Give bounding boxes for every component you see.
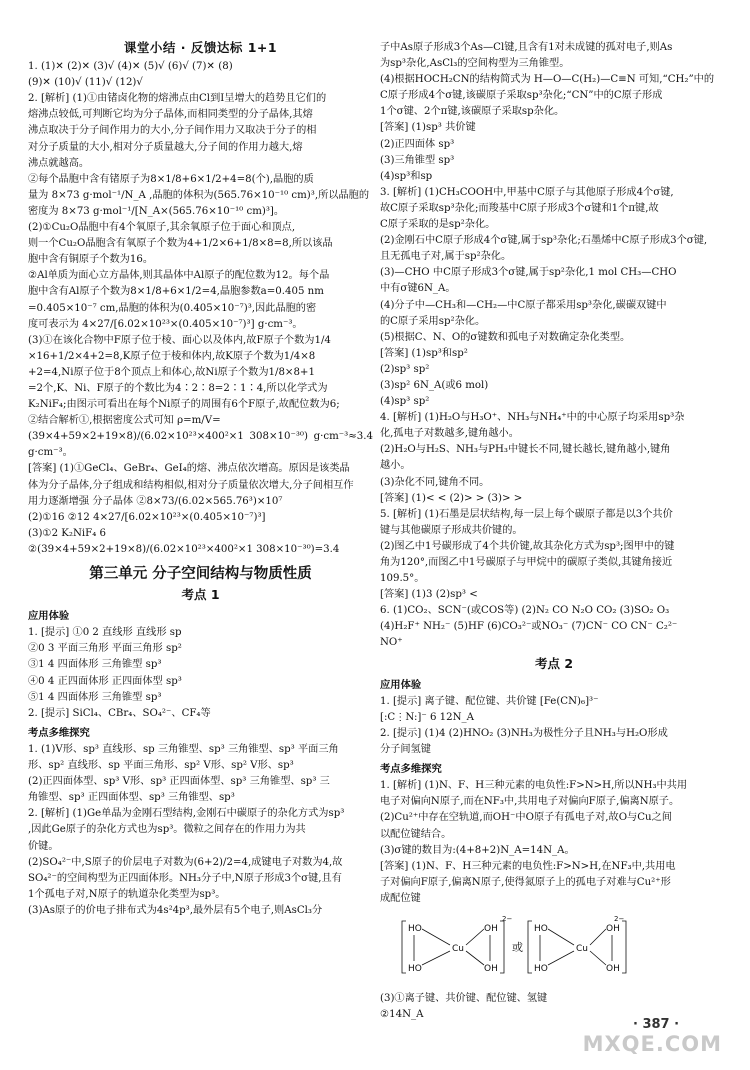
or-connector: 或 bbox=[512, 940, 523, 954]
text-line: 子对偏向F原子,偏离N原子,使得氮原子上的孤电子对难与Cu²⁺形 bbox=[380, 876, 671, 888]
ligand-ho-1: HO bbox=[408, 923, 422, 934]
text-line: 4. [解析] (1)H₂O与H₃O⁺、NH₃与NH₄⁺中的中心原子均采用sp³杂 bbox=[380, 412, 685, 424]
text-line: (3)①在该化合物中F原子位于棱、面心以及体内,故F原子个数为1/4 bbox=[28, 334, 331, 346]
ligand-ho-3: HO bbox=[534, 923, 548, 934]
ligand-ho-2: HO bbox=[408, 963, 422, 974]
text-line: (3)三角锥型 sp³ bbox=[380, 154, 455, 166]
text-line: 109.5°。 bbox=[380, 573, 425, 585]
text-line: (3)sp² 6N_A(或6 mol) bbox=[380, 379, 489, 391]
explore-block bbox=[28, 742, 373, 919]
apply-block-2 bbox=[380, 694, 728, 758]
text-line: 体为分子晶体,分子组成和结构相似,相对分子质量依次增大,分子间相互作 bbox=[28, 479, 354, 491]
text-line: 密度为 8×73 g·mol⁻¹/[N_A×(565.76×10⁻¹⁰ cm)³]。 bbox=[28, 205, 285, 217]
text-line: (4)sp³ sp² bbox=[380, 396, 430, 408]
text-line: SO₄²⁻的空间构型为正四面体形。NH₃分子中,N原子形成3个σ键,且有 bbox=[28, 872, 342, 884]
copper-complex-diagram bbox=[400, 915, 630, 979]
text-line: ④0 4 正四面体形 正四面体型 sp³ bbox=[28, 675, 182, 687]
right-top-block bbox=[380, 40, 728, 652]
watermark-text: MXQE.COM bbox=[582, 1032, 722, 1056]
text-line: 沸点取决于分子间作用力的大小,分子间作用力又取决于分子的相 bbox=[28, 125, 317, 137]
text-line: ③1 4 四面体形 三角锥型 sp³ bbox=[28, 659, 162, 671]
text-line: (2)①16 ②12 4×27/[6.02×10²³×(0.405×10⁻⁷)³] bbox=[28, 511, 266, 523]
text-line: 1. (1)✕ (2)✕ (3)√ (4)✕ (5)√ (6)√ (7)✕ (8) bbox=[28, 61, 233, 73]
text-line: (39×4+59×2+19×8)/(6.02×10²³×400²×1 308×10⁻³⁰) g·cm⁻³≈3.4 g·cm⁻³。 bbox=[28, 431, 373, 459]
text-line: 成配位键 bbox=[380, 892, 421, 904]
text-line: ②结合解析①,根据密度公式可知 ρ=m/V= bbox=[28, 415, 221, 427]
text-line: [答案] (1)< < (2)> > (3)> > bbox=[380, 492, 523, 504]
text-line: 5. [解析] (1)石墨是层状结构,每一层上每个碳原子都是以3个共价 bbox=[380, 508, 673, 520]
left-column bbox=[28, 40, 373, 919]
explore-heading-2: 考点多维探究 bbox=[380, 763, 442, 776]
text-line: [答案] (1)sp³ 共价键 bbox=[380, 122, 476, 134]
text-line: 1个σ键、2个π键,该碳原子采取sp杂化。 bbox=[380, 106, 565, 118]
text-line: 键与其他碳原子形成共价键的。 bbox=[380, 524, 523, 536]
text-line: (2)H₂O与H₂S、NH₃与PH₃中键长不同,键长越长,键角越小,键角 bbox=[380, 444, 671, 456]
explore-block-2 bbox=[380, 778, 728, 907]
text-line: 熔沸点较低,可判断它均为分子晶体,而相同类型的分子晶体,其熔 bbox=[28, 109, 313, 121]
text-line: 越小。 bbox=[380, 460, 411, 472]
text-line: =2个,K、Ni、F原子的个数比为4∶2∶8=2∶1∶4,所以化学式为 bbox=[28, 382, 328, 394]
text-line: 度可表示为 4×27/[6.02×10²³×(0.405×10⁻⁷)³] g·cm⁻³。 bbox=[28, 318, 303, 330]
text-line: C原子采取的是sp²杂化。 bbox=[380, 219, 496, 231]
text-line: (3)σ键的数目为:(4+8+2)N_A=14N_A。 bbox=[380, 844, 575, 856]
text-line: 胞中含有铜原子个数为16。 bbox=[28, 254, 154, 266]
text-line: (3)①2 K₂NiF₄ 6 bbox=[28, 527, 107, 539]
text-line: ②(39×4+59×2+19×8)/(6.02×10²³×400²×1 308×10⁻³⁰)=3.4 bbox=[28, 543, 340, 555]
text-line: (2)①Cu₂O晶胞中有4个氧原子,其余氧原子位于面心和顶点, bbox=[28, 222, 296, 234]
text-line: (2)金刚石中C原子形成4个σ键,属于sp³杂化;石墨烯中C原子形成3个σ键, bbox=[380, 235, 708, 247]
text-line: 则一个Cu₂O晶胞含有氧原子个数为4+1/2×6+1/8×8=8,所以该晶 bbox=[28, 238, 333, 250]
text-line: ②每个晶胞中含有锗原子为8×1/8+6×1/2+4=8(个),晶胞的质 bbox=[28, 173, 314, 185]
text-line: +2=4,Ni原子位于8个顶点上和体心,故Ni原子个数为1/8×8+1 bbox=[28, 366, 315, 378]
text-line: 价键。 bbox=[28, 840, 59, 852]
unit-title: 第三单元 分子空间结构与物质性质 bbox=[89, 566, 312, 582]
text-line: 6. (1)CO₂、SCN⁻(或COS等) (2)N₂ CO N₂O CO₂ (3)SO₂ O₃ bbox=[380, 605, 670, 617]
text-line: K₂NiF₄;由图示可看出在每个Ni原子的周围有6个F原子,故配位数为6; bbox=[28, 399, 340, 411]
text-line: (2)Cu²⁺中存在空轨道,而OH⁻中O原子有孤电子对,故O与Cu之间 bbox=[380, 812, 672, 824]
text-line: 2. [解析] (1)①由锗卤化物的熔沸点由Cl到I呈增大的趋势且它们的 bbox=[28, 93, 327, 105]
apply-block bbox=[28, 625, 373, 722]
kaodian-2-title: 考点 2 bbox=[534, 655, 574, 671]
ligand-ho-4: HO bbox=[534, 963, 548, 974]
apply-heading-2: 应用体验 bbox=[380, 678, 422, 691]
text-line: 2. [解析] (1)Ge单晶为金刚石型结构,金刚石中碳原子的杂化方式为sp³ bbox=[28, 808, 345, 820]
text-line: 1. (1)V形、sp³ 直线形、sp 三角锥型、sp³ 三角锥型、sp³ 平面三角 bbox=[28, 743, 339, 755]
text-line: =0.405×10⁻⁷ cm,晶胞的体积为(0.405×10⁻⁷)³,因此晶胞的密 bbox=[28, 302, 317, 314]
text-line: (3)杂化不同,键角不同。 bbox=[380, 476, 490, 488]
text-line: ,因此Ge原子的杂化方式也为sp³。微粒之间存在的作用力为共 bbox=[28, 824, 306, 836]
text-line: 2. [提示] SiCl₄、CBr₄、SO₄²⁻、CF₄等 bbox=[28, 707, 211, 719]
text-line: (3)—CHO 中C原子形成3个σ键,属于sp²杂化,1 mol CH₃—CHO bbox=[380, 267, 677, 279]
text-line: (4)分子中—CH₃和—CH₂—中C原子都采用sp³杂化,碳碳双键中 bbox=[380, 299, 667, 311]
text-line: 角锥型、sp³ 正四面体型、sp³ 三角锥型、sp³ bbox=[28, 792, 235, 804]
text-line: [:C⋮N:]⁻ 6 12N_A bbox=[380, 711, 475, 723]
charge-2: 2− bbox=[614, 914, 625, 923]
text-line: 1. [提示] 离子键、配位键、共价键 [Fe(CN)₆]³⁻ bbox=[380, 695, 599, 707]
text-line: 为sp³杂化,AsCl₃的空间构型为三角锥型。 bbox=[380, 58, 570, 70]
text-line: 子中As原子形成3个As—Cl键,且含有1对未成键的孤对电子,则As bbox=[380, 42, 673, 53]
explore-heading: 考点多维探究 bbox=[28, 726, 90, 739]
text-line: ②14N_A bbox=[380, 1009, 424, 1021]
text-line: ×16+1/2×4+2=8,K原子位于棱和体内,故K原子个数为1/4×8 bbox=[28, 350, 316, 362]
text-line: 中有σ键6N_A。 bbox=[380, 283, 456, 295]
text-line: 分子间氢键 bbox=[380, 744, 431, 756]
text-line: 且无孤电子对,属于sp²杂化。 bbox=[380, 251, 512, 263]
text-line: 对分子质量的大小,相对分子质量越大,分子间的作用力越大,熔 bbox=[28, 141, 303, 153]
text-line: (2)sp³ sp² bbox=[380, 363, 430, 375]
text-line: (9)✕ (10)√ (11)√ (12)√ bbox=[28, 77, 143, 89]
text-line: (2)图乙中1号碳形成了4个共价键,故其杂化方式为sp³;图甲中的键 bbox=[380, 540, 675, 552]
text-line: (2)正四面体 sp³ bbox=[380, 138, 455, 150]
text-line: ②0 3 平面三角形 平面三角形 sp² bbox=[28, 643, 182, 655]
center-cu-2: Cu bbox=[576, 943, 588, 954]
section-title: 课堂小结 · 反馈达标 1+1 bbox=[123, 40, 278, 55]
text-line: (3)①离子键、共价键、配位键、氢键 bbox=[380, 993, 548, 1005]
center-cu-1: Cu bbox=[452, 943, 464, 954]
text-line: 胞中含有Al原子个数为8×1/8+6×1/2=4,晶胞参数a=0.405 nm bbox=[28, 286, 324, 298]
ligand-oh-2: OH bbox=[484, 963, 498, 974]
ligand-oh-3: OH bbox=[606, 923, 620, 934]
text-line: NO⁺ bbox=[380, 637, 403, 649]
text-line: 量为 8×73 g·mol⁻¹/N_A ,晶胞的体积为(565.76×10⁻¹⁰ cm)³,所以晶胞的 bbox=[28, 189, 370, 201]
text-line: ②Al单质为面心立方晶体,则其晶体中Al原子的配位数为12。每个晶 bbox=[28, 270, 330, 282]
text-line: 沸点就越高。 bbox=[28, 157, 90, 169]
text-line: [答案] (1)3 (2)sp³ < bbox=[380, 589, 478, 601]
text-line: 化,孤电子对数越多,键角越小。 bbox=[380, 428, 519, 440]
text-line: 故C原子采取sp³杂化;而羧基中C原子形成3个σ键和1个π键,故 bbox=[380, 202, 659, 214]
text-line: 2. [提示] (1)4 (2)HNO₂ (3)NH₃为极性分子且NH₃与H₂O形成 bbox=[380, 727, 668, 739]
text-line: [答案] (1)N、F、H三种元素的电负性:F>N>H,在NF₃中,共用电 bbox=[380, 860, 676, 872]
feedback-block bbox=[28, 59, 373, 558]
text-line: 1个孤电子对,N原子的轨道杂化类型为sp³。 bbox=[28, 888, 226, 900]
text-line: (4)H₂F⁺ NH₂⁻ (5)HF (6)CO₃²⁻或NO₃⁻ (7)CN⁻ CO CN⁻ C₂²⁻ bbox=[380, 621, 678, 633]
text-line: (4)sp³和sp bbox=[380, 170, 433, 182]
text-line: [答案] (1)①GeCl₄、GeBr₄、GeI₄的熔、沸点依次增高。原因是该类晶 bbox=[28, 463, 350, 475]
ligand-oh-1: OH bbox=[484, 923, 498, 934]
apply-heading: 应用体验 bbox=[28, 610, 70, 623]
text-line: 用力逐渐增强 分子晶体 ②8×73/(6.02×565.76³)×10⁷ bbox=[28, 495, 283, 507]
text-line: (4)根据HOCH₂CN的结构简式为 H—O—C(H₂)—C≡N 可知,“CH₂”中的 bbox=[380, 74, 715, 86]
ligand-oh-4: OH bbox=[606, 963, 620, 974]
text-line: 1. [提示] ①0 2 直线形 直线形 sp bbox=[28, 627, 182, 639]
text-line: 的C原子采用sp²杂化。 bbox=[380, 315, 486, 327]
text-line: C原子形成4个σ键,该碳原子采取sp³杂化;“CN”中的C原子形成 bbox=[380, 90, 663, 102]
kaodian-1-title: 考点 1 bbox=[181, 587, 220, 603]
text-line: 角为120°,而图乙中1号碳原子与甲烷中的碳原子类似,其键角接近 bbox=[380, 557, 673, 568]
text-line: (3)As原子的价电子排布式为4s²4p³,最外层有5个电子,则AsCl₃分 bbox=[28, 904, 323, 916]
text-line: (2)正四面体型、sp³ V形、sp³ 正四面体型、sp³ 三角锥型、sp³ 三 bbox=[28, 776, 330, 788]
text-line: 1. [解析] (1)N、F、H三种元素的电负性:F>N>H,所以NH₃中共用 bbox=[380, 780, 688, 792]
text-line: (5)根据C、N、O的σ键数和孤电子对数确定杂化类型。 bbox=[380, 331, 631, 343]
text-line: 以配位键结合。 bbox=[380, 828, 452, 840]
text-line: [答案] (1)sp³和sp² bbox=[380, 347, 468, 359]
text-line: 形、sp² 直线形、sp 平面三角形、sp² V形、sp² V形、sp³ bbox=[28, 760, 294, 772]
page-number: · 387 · bbox=[633, 1017, 680, 1032]
text-line: 电子对偏向N原子,而在NF₃中,共用电子对偏向F原子,偏离N原子。 bbox=[380, 796, 680, 808]
text-line: 3. [解析] (1)CH₃COOH中,甲基中C原子与其他原子形成4个σ键, bbox=[380, 186, 674, 198]
text-line: ⑤1 4 四面体形 三角锥型 sp³ bbox=[28, 691, 162, 703]
text-line: (2)SO₄²⁻中,S原子的价层电子对数为(6+2)/2=4,成键电子对数为4,故 bbox=[28, 856, 343, 868]
right-column bbox=[380, 40, 728, 1023]
charge-1: 2− bbox=[502, 914, 513, 923]
